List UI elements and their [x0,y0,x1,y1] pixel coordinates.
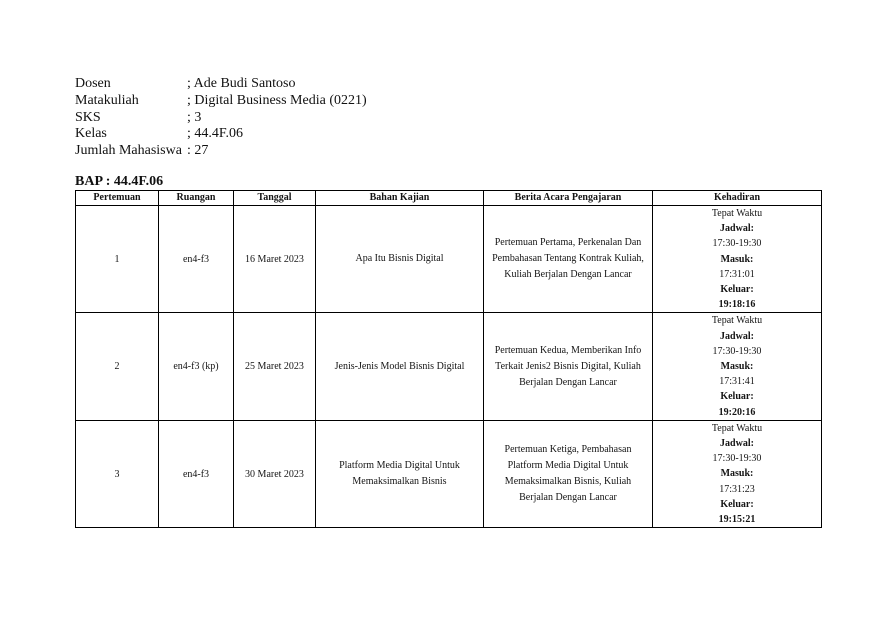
cell-bahan-kajian: Platform Media Digital Untuk Memaksimalkan Bisnis [316,420,484,527]
jadwal-label: Jadwal: [720,330,754,342]
kelas-label: Kelas [75,126,107,142]
header-ruangan: Ruangan [159,191,234,206]
cell-pertemuan: 3 [76,420,159,527]
jadwal-label: Jadwal: [720,223,754,235]
matakuliah-label: Matakuliah [75,92,139,108]
cell-ruangan: en4-f3 [159,206,234,313]
jadwal-value: 17:30-19:30 [712,238,762,250]
cell-bahan-kajian: Jenis-Jenis Model Bisnis Digital [316,313,484,420]
header-pertemuan: Pertemuan [76,191,159,206]
masuk-label: Masuk: [720,361,754,373]
cell-tanggal: 25 Maret 2023 [234,313,316,420]
bap-title: BAP : 44.4F.06 [75,174,164,189]
cell-berita-acara: Pertemuan Ketiga, Pembahasan Platform Media Digital Untuk Memaksimalkan Bisnis, Kuliah Berjalan Dengan Lancar [484,420,653,527]
cell-kehadiran [653,313,822,420]
kelas-value: ; 44.4F.06 [187,126,244,142]
course-info [75,76,367,160]
cell-tanggal: 30 Maret 2023 [234,420,316,527]
cell-tanggal: 16 Maret 2023 [234,206,316,313]
table-header-row [76,191,822,206]
sks-label: SKS [75,109,101,125]
masuk-value: 17:31:41 [719,376,755,388]
info-row-kelas [75,126,367,143]
masuk-value: 17:31:01 [719,268,755,280]
header-tanggal: Tanggal [234,191,316,206]
sks-value: ; 3 [187,109,202,125]
cell-ruangan: en4-f3 [159,420,234,527]
cell-kehadiran [653,206,822,313]
table-row [76,420,822,527]
kehadiran-status: Tepat Waktu [711,422,763,434]
matakuliah-value: ; Digital Business Media (0221) [187,92,367,108]
jumlah-mahasiswa-label: Jumlah Mahasiswa [75,143,182,159]
jadwal-value: 17:30-19:30 [712,345,762,357]
cell-bahan-kajian: Apa Itu Bisnis Digital [316,206,484,313]
info-row-jumlah [75,143,367,160]
keluar-value: 19:18:16 [718,299,756,311]
keluar-value: 19:15:21 [718,514,756,526]
masuk-label: Masuk: [720,468,754,480]
kehadiran-status: Tepat Waktu [711,315,763,327]
info-row-dosen [75,76,367,93]
jumlah-mahasiswa-value: : 27 [187,143,209,159]
cell-kehadiran [653,420,822,527]
masuk-value: 17:31:23 [719,483,755,495]
cell-pertemuan: 2 [76,313,159,420]
header-kehadiran: Kehadiran [653,191,822,206]
keluar-value: 19:20:16 [718,406,756,418]
cell-berita-acara: Pertemuan Kedua, Memberikan Info Terkait Jenis2 Bisnis Digital, Kuliah Berjalan Dengan Lancar [484,313,653,420]
bap-table [75,190,822,528]
header-berita-acara: Berita Acara Pengajaran [484,191,653,206]
info-row-matakuliah [75,93,367,110]
cell-berita-acara: Pertemuan Pertama, Perkenalan Dan Pembahasan Tentang Kontrak Kuliah, Kuliah Berjalan Dengan Lancar [484,206,653,313]
cell-ruangan: en4-f3 (kp) [159,313,234,420]
keluar-label: Keluar: [720,391,754,403]
dosen-value: ; Ade Budi Santoso [187,76,296,91]
jadwal-label: Jadwal: [720,438,754,450]
table-row [76,206,822,313]
cell-pertemuan: 1 [76,206,159,313]
keluar-label: Keluar: [720,284,754,296]
dosen-label: Dosen [75,76,111,91]
table-row [76,313,822,420]
header-bahan-kajian: Bahan Kajian [316,191,484,206]
info-row-sks [75,110,367,127]
keluar-label: Keluar: [720,498,754,510]
masuk-label: Masuk: [720,253,754,265]
jadwal-value: 17:30-19:30 [712,453,762,465]
kehadiran-status: Tepat Waktu [711,208,763,219]
